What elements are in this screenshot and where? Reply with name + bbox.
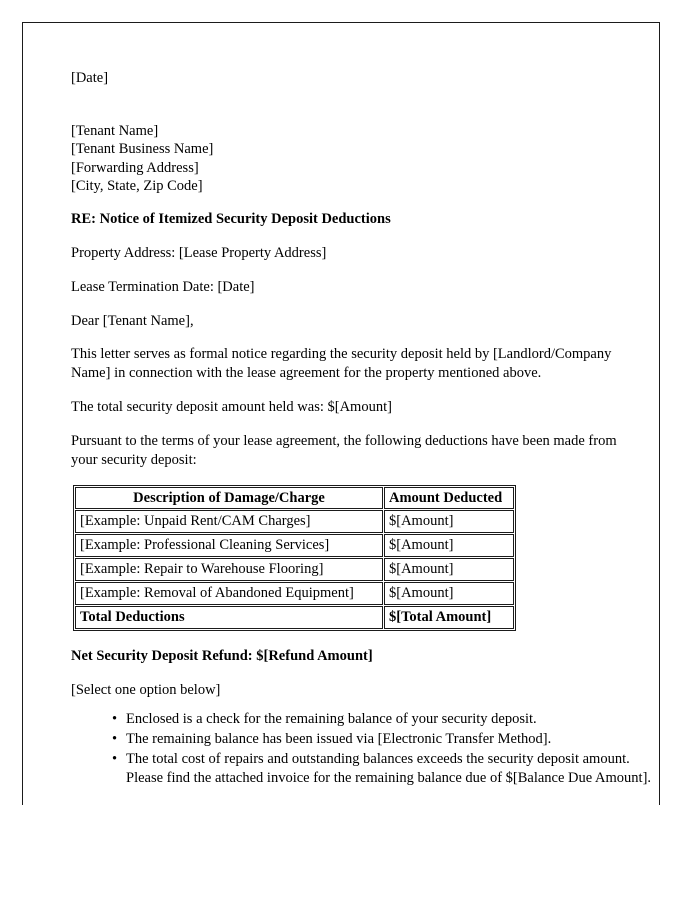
table-row: [75, 558, 514, 581]
subject-line: RE: Notice of Itemized Security Deposit Deductions: [71, 211, 391, 228]
deductions-intro-paragraph: Pursuant to the terms of your lease agreement, the following deductions have been made from your security deposit:: [71, 432, 617, 468]
deduction-table-head: [75, 487, 514, 510]
table-row: [75, 582, 514, 605]
deduction-table-container: [73, 485, 657, 631]
deduction-table-body: [75, 510, 514, 628]
recipient-address-block: [71, 122, 657, 196]
recipient-forwarding-address: [Forwarding Address]: [71, 159, 199, 176]
date-placeholder: [Date]: [71, 70, 109, 86]
recipient-city-state-zip: [City, State, Zip Code]: [71, 178, 203, 195]
recipient-tenant-name: [Tenant Name]: [71, 122, 159, 139]
property-address-line: Property Address: [Lease Property Address]: [71, 244, 327, 261]
document-page-frame: [22, 22, 660, 805]
cell-amount: $[Amount]: [384, 558, 514, 581]
list-item: [112, 730, 657, 749]
bullet-icon: •: [112, 731, 118, 748]
list-item-label: Enclosed is a check for the remaining balance of your security deposit.: [126, 711, 537, 728]
cell-total-label: Total Deductions: [75, 606, 383, 629]
refund-options-list: [71, 710, 657, 787]
intro-paragraph: This letter serves as formal notice regarding the security deposit held by [Landlord/Company Name] in connection with the lease agreement for the property mentioned above.: [71, 346, 612, 382]
recipient-business-name: [Tenant Business Name]: [71, 141, 214, 158]
salutation: Dear [Tenant Name],: [71, 312, 194, 329]
net-refund-line: Net Security Deposit Refund: $[Refund Amount]: [71, 647, 373, 664]
lease-termination-date-line: Lease Termination Date: [Date]: [71, 278, 255, 295]
column-header-amount: Amount Deducted: [384, 487, 514, 510]
list-item: [112, 710, 657, 729]
header-spacer: [71, 102, 657, 122]
cell-total-amount: $[Total Amount]: [384, 606, 514, 629]
cell-description: [Example: Unpaid Rent/CAM Charges]: [75, 510, 383, 533]
cell-description: [Example: Professional Cleaning Services]: [75, 534, 383, 557]
list-item-label: The total cost of repairs and outstanding balances exceeds the security deposit amount. Please find the attached invoice for the remaining balance due of $[Balance Due Amount].: [126, 751, 652, 786]
column-header-description: Description of Damage/Charge: [75, 487, 383, 510]
table-header-row: [75, 487, 514, 510]
cell-amount: $[Amount]: [384, 534, 514, 557]
list-item-label: The remaining balance has been issued via [Electronic Transfer Method].: [126, 731, 552, 748]
cell-description: [Example: Repair to Warehouse Flooring]: [75, 558, 383, 581]
cell-description: [Example: Removal of Abandoned Equipment]: [75, 582, 383, 605]
table-row: [75, 534, 514, 557]
cell-amount: $[Amount]: [384, 582, 514, 605]
table-total-row: [75, 606, 514, 629]
bullet-icon: •: [112, 711, 118, 728]
select-option-instruction: [Select one option below]: [71, 681, 221, 698]
total-deposit-line: The total security deposit amount held was: $[Amount]: [71, 399, 392, 416]
deduction-table: [73, 485, 516, 631]
document-body: [71, 69, 657, 789]
list-item: [112, 750, 657, 788]
cell-amount: $[Amount]: [384, 510, 514, 533]
table-row: [75, 510, 514, 533]
bullet-icon: •: [112, 751, 118, 768]
